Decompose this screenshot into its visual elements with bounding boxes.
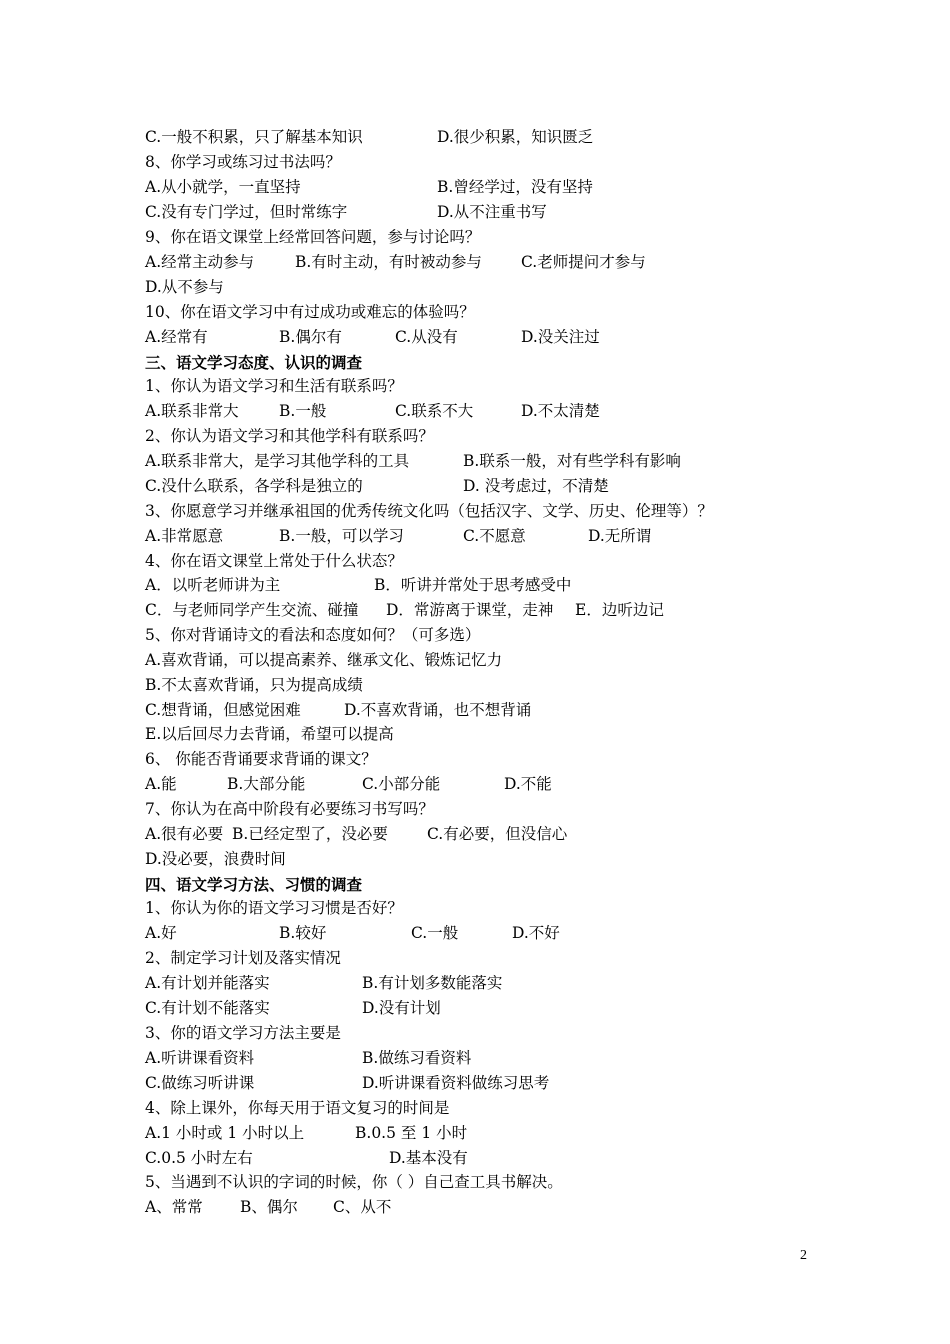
question-text: 4、除上课外，你每天用于语文复习的时间是 — [145, 1099, 450, 1117]
option-text: A.非常愿意 — [145, 527, 224, 545]
question-text: 5、你对背诵诗文的看法和态度如何？（可多选） — [145, 626, 481, 644]
option-text: C.小部分能 — [362, 775, 441, 793]
option-text: B.做练习看资料 — [362, 1049, 472, 1067]
option-text: A.从小就学，一直坚持 — [145, 178, 301, 196]
question-text: 9、你在语文课堂上经常回答问题，参与讨论吗？ — [145, 228, 481, 246]
question-text: 5、当遇到不认识的字词的时候，你（ ）自己查工具书解决。 — [145, 1173, 563, 1191]
question-text: 8、你学习或练习过书法吗？ — [145, 153, 341, 171]
question-text: 4、你在语文课堂上常处于什么状态？ — [145, 552, 403, 570]
option-text: B.较好 — [279, 924, 327, 942]
option-text: D. 没考虑过，不清楚 — [463, 477, 609, 495]
question-text: A.喜欢背诵，可以提高素养、继承文化、锻炼记忆力 — [145, 651, 503, 669]
option-text: C.联系不大 — [395, 402, 474, 420]
option-text: D.没有计划 — [362, 999, 441, 1017]
option-text: B.0.5 至 1 小时 — [355, 1124, 468, 1142]
option-text: C.从没有 — [395, 328, 458, 346]
option-text: B.一般，可以学习 — [279, 527, 404, 545]
option-text: A.好 — [145, 924, 177, 942]
option-text: C.不愿意 — [463, 527, 526, 545]
option-text: C.一般 — [411, 924, 459, 942]
option-text: B.曾经学过，没有坚持 — [437, 178, 593, 196]
question-text: B.不太喜欢背诵，只为提高成绩 — [145, 676, 363, 694]
option-text: A.很有必要 — [145, 825, 224, 843]
option-text: C.有计划不能落实 — [145, 999, 270, 1017]
question-text: 2、制定学习计划及落实情况 — [145, 949, 341, 967]
option-text: C、从不 — [333, 1198, 392, 1216]
option-text: B.已经定型了，没必要 — [232, 825, 388, 843]
option-text: B.有计划多数能落实 — [362, 974, 503, 992]
option-text: C.一般不积累，只了解基本知识 — [145, 128, 363, 146]
option-text: B.大部分能 — [227, 775, 306, 793]
option-text: D.不能 — [504, 775, 552, 793]
option-text: E．边听边记 — [575, 601, 664, 619]
option-text: C.0.5 小时左右 — [145, 1149, 253, 1167]
option-text: C.没有专门学过，但时常练字 — [145, 203, 348, 221]
option-text: A.联系非常大 — [145, 402, 239, 420]
option-text: A.1 小时或 1 小时以上 — [145, 1124, 305, 1142]
option-text: A.联系非常大，是学习其他学科的工具 — [145, 452, 410, 470]
option-text: D.不太清楚 — [521, 402, 600, 420]
option-text: D.从不注重书写 — [437, 203, 547, 221]
option-text: A.能 — [145, 775, 177, 793]
question-text: 7、你认为在高中阶段有必要练习书写吗？ — [145, 800, 434, 818]
option-text: C.有必要，但没信心 — [427, 825, 568, 843]
option-text: A.经常主动参与 — [145, 253, 255, 271]
option-text: D.没关注过 — [521, 328, 600, 346]
option-text: D.听讲课看资料做练习思考 — [362, 1074, 550, 1092]
question-text: 6、 你能否背诵要求背诵的课文？ — [145, 750, 377, 768]
question-text: 3、你愿意学习并继承祖国的优秀传统文化吗（包括汉字、文学、历史、伦理等）？ — [145, 502, 713, 520]
option-text: D.不喜欢背诵，也不想背诵 — [344, 701, 532, 719]
option-text: D．常游离于课堂，走神 — [386, 601, 554, 619]
question-text: E.以后回尽力去背诵，希望可以提高 — [145, 725, 394, 743]
question-text: 1、你认为你的语文学习习惯是否好？ — [145, 899, 403, 917]
option-text: D.无所谓 — [588, 527, 652, 545]
option-text: B．听讲并常处于思考感受中 — [374, 576, 572, 594]
heading-text: 四、语文学习方法、习惯的调查 — [145, 875, 363, 894]
option-text: B.偶尔有 — [279, 328, 342, 346]
option-text: D.不好 — [512, 924, 560, 942]
question-text: 3、你的语文学习方法主要是 — [145, 1024, 341, 1042]
option-text: C.没什么联系，各学科是独立的 — [145, 477, 363, 495]
option-text: B.一般 — [279, 402, 327, 420]
option-text: A．以听老师讲为主 — [145, 576, 281, 594]
option-text: D.基本没有 — [389, 1149, 468, 1167]
option-text: C．与老师同学产生交流、碰撞 — [145, 601, 359, 619]
page-number: 2 — [800, 1248, 807, 1263]
option-text: C.老师提问才参与 — [521, 253, 646, 271]
option-text: B、偶尔 — [240, 1198, 298, 1216]
option-text: A.听讲课看资料 — [145, 1049, 255, 1067]
question-text: 10、你在语文学习中有过成功或难忘的体验吗？ — [145, 303, 475, 321]
option-text: C.做练习听讲课 — [145, 1074, 255, 1092]
option-text: A.有计划并能落实 — [145, 974, 270, 992]
question-text: 1、你认为语文学习和生活有联系吗？ — [145, 377, 403, 395]
option-text: D.很少积累，知识匮乏 — [437, 128, 594, 146]
option-text: B.联系一般，对有些学科有影响 — [463, 452, 681, 470]
option-text: B.有时主动，有时被动参与 — [295, 253, 482, 271]
option-text: A、常常 — [145, 1198, 203, 1216]
question-text: D.没必要，浪费时间 — [145, 850, 286, 868]
heading-text: 三、语文学习态度、认识的调查 — [145, 353, 363, 372]
question-text: 2、你认为语文学习和其他学科有联系吗？ — [145, 427, 434, 445]
question-text: D.从不参与 — [145, 278, 224, 296]
option-text: A.经常有 — [145, 328, 208, 346]
option-text: C.想背诵，但感觉困难 — [145, 701, 301, 719]
